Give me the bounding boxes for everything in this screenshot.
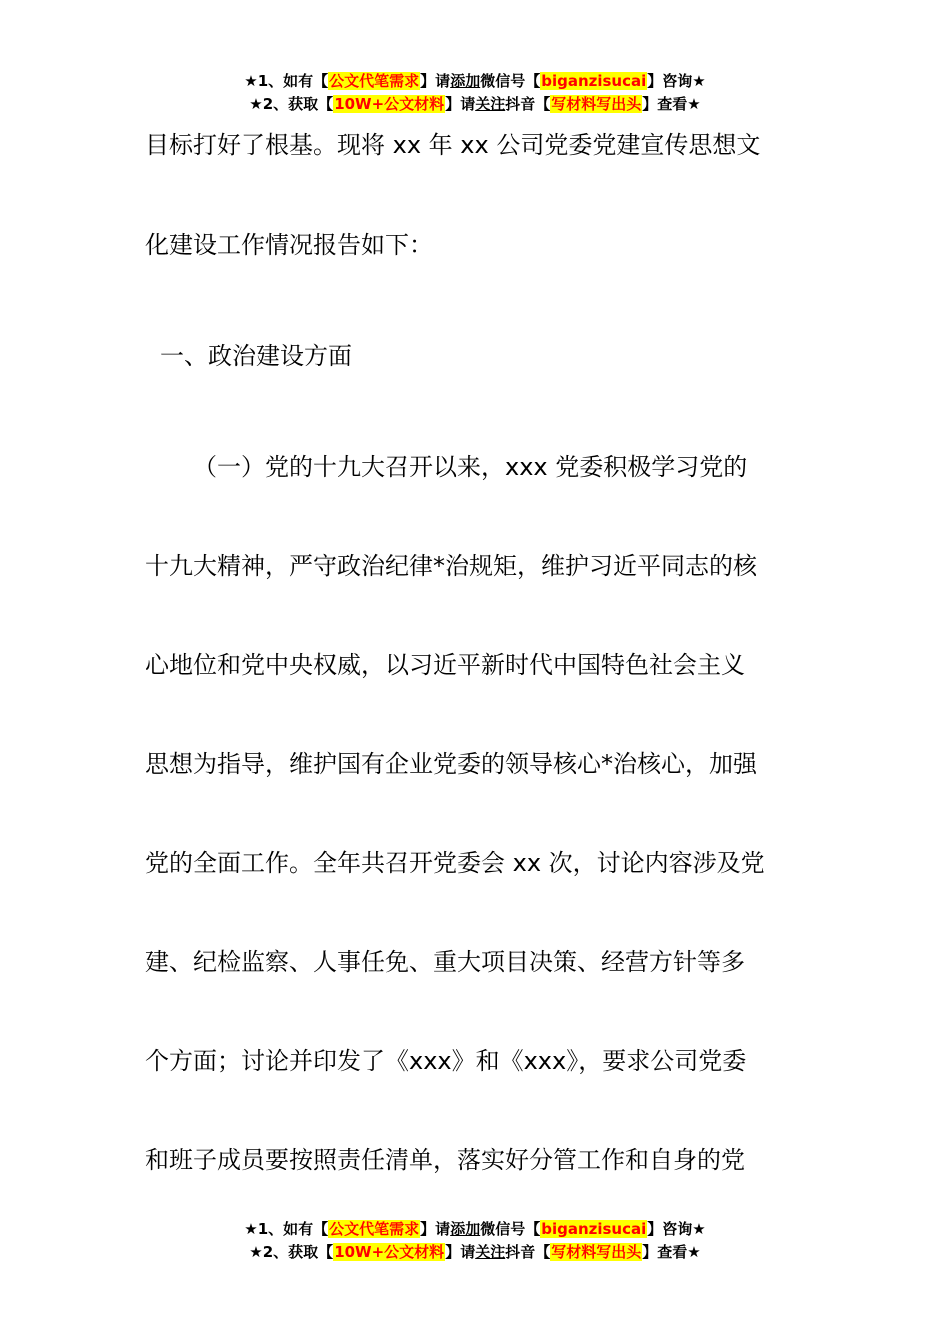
banner-highlight: 公文代笔需求 <box>329 1220 420 1238</box>
banner-text: 】咨询★ <box>647 72 706 90</box>
banner-highlight: 写材料写出头 <box>551 95 642 113</box>
body-line: 化建设工作情况报告如下： <box>145 231 433 259</box>
banner-text: 】咨询★ <box>647 1220 706 1238</box>
banner-text: 抖音【 <box>505 95 551 113</box>
banner-underlined-text: 关注 <box>475 1243 506 1261</box>
paragraph-first-line: （一）党的十九大召开以来，xxx 党委积极学习党的 <box>193 453 748 481</box>
body-line: 和班子成员要按照责任清单，落实好分管工作和自身的党 <box>145 1146 745 1174</box>
banner-text: ★1、如有【 <box>244 1220 329 1238</box>
banner-underlined-text: 关注 <box>475 95 506 113</box>
section-heading: 一、政治建设方面 <box>160 342 352 370</box>
body-line: 个方面；讨论并印发了《xxx》和《xxx》，要求公司党委 <box>145 1047 747 1075</box>
banner-text: 】请 <box>445 1243 476 1261</box>
banner-text: 】请 <box>445 95 476 113</box>
banner-line-2 <box>0 1241 950 1264</box>
banner-text: 微信号【 <box>480 1220 541 1238</box>
banner-text: 】查看★ <box>642 1243 701 1261</box>
banner-underlined-text: 添加 <box>450 72 481 90</box>
banner-text: 抖音【 <box>505 1243 551 1261</box>
banner-text: 微信号【 <box>480 72 541 90</box>
banner-line-2 <box>0 93 950 116</box>
banner-underlined-text: 添加 <box>450 1220 481 1238</box>
banner-text: ★2、获取【 <box>249 95 334 113</box>
banner-highlight: biganzisucai <box>541 72 647 90</box>
body-line: 目标打好了根基。现将 xx 年 xx 公司党委党建宣传思想文 <box>145 131 761 159</box>
banner-line-1 <box>0 70 950 93</box>
header-banner <box>0 70 950 116</box>
banner-highlight: 10W+公文材料 <box>334 95 445 113</box>
banner-highlight: 公文代笔需求 <box>329 72 420 90</box>
banner-highlight: 写材料写出头 <box>551 1243 642 1261</box>
banner-line-1 <box>0 1218 950 1241</box>
banner-text: 】请 <box>420 1220 451 1238</box>
banner-text: 】请 <box>420 72 451 90</box>
body-line: 心地位和党中央权威，以习近平新时代中国特色社会主义 <box>145 651 745 679</box>
banner-text: ★2、获取【 <box>249 1243 334 1261</box>
banner-text: ★1、如有【 <box>244 72 329 90</box>
banner-highlight: 10W+公文材料 <box>334 1243 445 1261</box>
banner-highlight: biganzisucai <box>541 1220 647 1238</box>
body-line: 党的全面工作。全年共召开党委会 xx 次，讨论内容涉及党 <box>145 849 765 877</box>
body-line: 思想为指导，维护国有企业党委的领导核心*治核心，加强 <box>145 750 757 778</box>
body-line: 十九大精神，严守政治纪律*治规矩，维护习近平同志的核 <box>145 552 757 580</box>
body-line: 建、纪检监察、人事任免、重大项目决策、经营方针等多 <box>145 948 745 976</box>
footer-banner <box>0 1218 950 1264</box>
banner-text: 】查看★ <box>642 95 701 113</box>
